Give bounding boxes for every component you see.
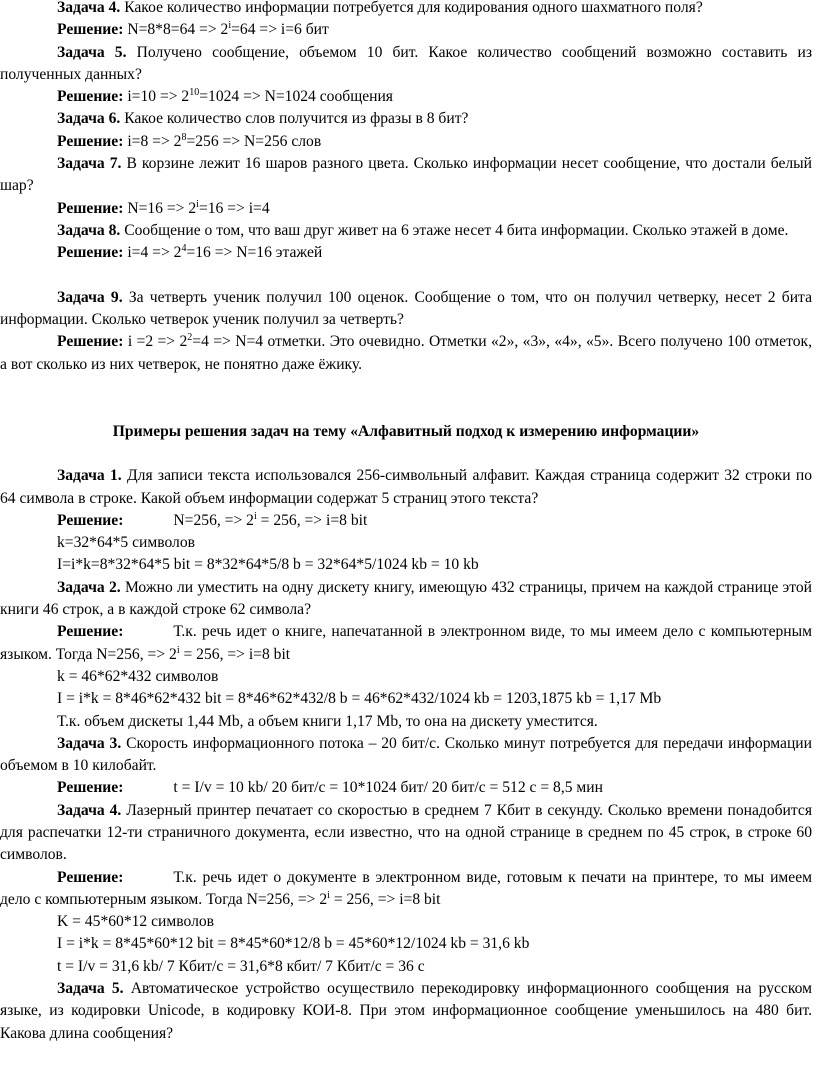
solution-label: Решение: [57, 779, 124, 797]
blank-line [0, 443, 812, 465]
task-6 [0, 108, 812, 130]
task-label: Задача 7. [57, 155, 122, 173]
solution-line: I = i*k = 8*46*62*432 bit = 8*46*62*432/8 b = 46*62*432/1024 kb = 1203,1875 kb = 1,17 Mb [57, 690, 662, 708]
alpha-solution-4: Решение: Т.к. речь идет о документе в электронном виде, готовым к печати на принтере, то мы имеем дело с компьютерным языком. Тогда N=256, => $2^i = 256$, => i=8 bit [0, 868, 812, 908]
task-text: Лазерный принтер печатает со скоростью в среднем 7 Кбит в секунду. Сколько времени понадобится для распечатки 12-ти страничного документа, если известно, что на одной странице в среднем по 45 строк, в строке 60 символов. [0, 801, 812, 864]
alpha-task-1 [0, 465, 812, 510]
task-label: Задача 5. [57, 43, 127, 61]
alpha-solution-2: Решение: Т.к. речь идет о книге, напечатанной в электронном виде, то мы имеем дело с компьютерным языком. Тогда N=256, => $2^i = 256$, => i=8 bit [0, 623, 812, 663]
task-text: Какое количество информации потребуется для кодирования одного шахматного поля? [124, 0, 703, 16]
solution-label: Решение: [57, 88, 124, 106]
solution-line: I = i*k = 8*45*60*12 bit = 8*45*60*12/8 b = 45*60*12/1024 kb = 31,6 kb [57, 935, 530, 953]
solution-line: I=i*k=8*32*64*5 bit = 8*32*64*5/8 b = 32*64*5/1024 kb = 10 kb [57, 556, 479, 574]
task-8 [0, 220, 812, 242]
alpha-solution-3: Решение: t = I/v = 10 kb/ 20 бит/с = 10*1024 бит/ 20 бит/с = 512 с = 8,5 мин [57, 779, 603, 797]
task-text: Для записи текста использовался 256-символьный алфавит. Каждая страница содержит 32 строки по 64 символа в строке. Какой объем информации содержат 5 страниц этого текста? [0, 467, 813, 507]
solution-label: Решение: [57, 132, 124, 150]
task-label: Задача 6. [57, 110, 121, 128]
task-label: Задача 4. [57, 0, 121, 16]
task-7 [0, 153, 812, 198]
alpha-task-2 [0, 577, 812, 622]
solution-9: Решение: $i =2 => 2^2=4 => N=4$ отметки. Это очевидно. Отметки «2», «3», «4», «5». Всего получено 100 отметок, а вот сколько из них четверок, не понятно даже ёжику. [0, 332, 812, 373]
task-label: Задача 3. [57, 734, 122, 752]
task-label: Задача 2. [57, 578, 121, 596]
solution-line: t = I/v = 31,6 kb/ 7 Кбит/с = 31,6*8 кбит/ 7 Кбит/с = 36 с [57, 957, 425, 975]
alpha-task-5 [0, 978, 812, 1045]
solution-label: Решение: [57, 244, 124, 262]
task-text: За четверть ученик получил 100 оценок. Сообщение о том, что он получил четверку, несет 2 бита информации. Сколько четверок ученик получил за четверть? [0, 288, 812, 329]
task-label: Задача 1. [57, 467, 122, 485]
solution-label: Решение: [57, 21, 124, 39]
blank-line [0, 265, 812, 287]
task-label: Задача 9. [57, 288, 123, 306]
solution-line: K = 45*60*12 символов [57, 913, 215, 931]
solution-5: Решение: $i=10 => 2^{10}=1024 => N=1024$ сообщения [57, 87, 393, 106]
solution-label: Решение: [57, 511, 124, 529]
task-text: В корзине лежит 16 шаров разного цвета. Сколько информации несет сообщение, что достали белый шар? [0, 155, 812, 195]
task-text: Сообщение о том, что ваш друг живет на 6 этаже несет 4 бита информации. Сколько этажей в доме. [124, 221, 789, 239]
task-text: Скорость информационного потока – 20 бит/с. Сколько минут потребуется для передачи информации объемом в 10 килобайт. [0, 734, 812, 775]
alpha-task-3 [0, 733, 812, 778]
task-text: Можно ли уместить на одну дискету книгу, имеющую 432 страницы, причем на каждой странице этой книги 46 строк, а в каждой строке 62 символа? [0, 578, 812, 619]
blank-line [0, 376, 812, 398]
task-text: Какое количество слов получится из фразы в 8 бит? [124, 110, 469, 128]
task-label: Задача 4. [57, 801, 122, 819]
solution-4: Решение: $N=8*8=64 => 2^i=64 => i=6$ бит [57, 20, 329, 39]
task-label: Задача 5. [57, 980, 124, 998]
solution-6: Решение: $i=8 => 2^8=256 => N=256$ слов [57, 131, 322, 150]
alpha-task-4 [0, 800, 812, 867]
task-text: Получено сообщение, объемом 10 бит. Какое количество сообщений возможно составить из полученных данных? [0, 43, 812, 83]
solution-label: Решение: [57, 868, 124, 886]
task-9 [0, 287, 812, 332]
solution-label: Решение: [57, 199, 124, 217]
task-4 [0, 0, 812, 19]
solution-8: Решение: $i=4 => 2^4=16 => N=16$ этажей [57, 243, 323, 262]
task-5 [0, 42, 812, 87]
section-title: Примеры решения задач на тему «Алфавитный подход к измерению информации» [112, 422, 700, 440]
task-text: Автоматическое устройство осуществило перекодировку информационного сообщения на русском языке, из кодировки Unicode, в кодировку КОИ-8. При этом информационное сообщение уменьшилось на 480 бит. Какова длина сообщения? [0, 980, 813, 1042]
blank-line [0, 398, 812, 420]
alpha-solution-1: Решение: N=256, => $2^i = 256$, => i=8 bit [57, 510, 368, 529]
solution-line: k=32*64*5 символов [57, 534, 195, 552]
solution-label: Решение: [57, 333, 124, 351]
solution-line: k = 46*62*432 символов [57, 667, 219, 685]
solution-line: Т.к. объем дискеты 1,44 Mb, а объем книги 1,17 Mb, то она на дискету уместится. [57, 712, 598, 730]
task-label: Задача 8. [57, 221, 121, 239]
solution-7: Решение: $N=16 => 2^i=16 => i=4$ [57, 198, 270, 217]
solution-label: Решение: [57, 623, 124, 641]
